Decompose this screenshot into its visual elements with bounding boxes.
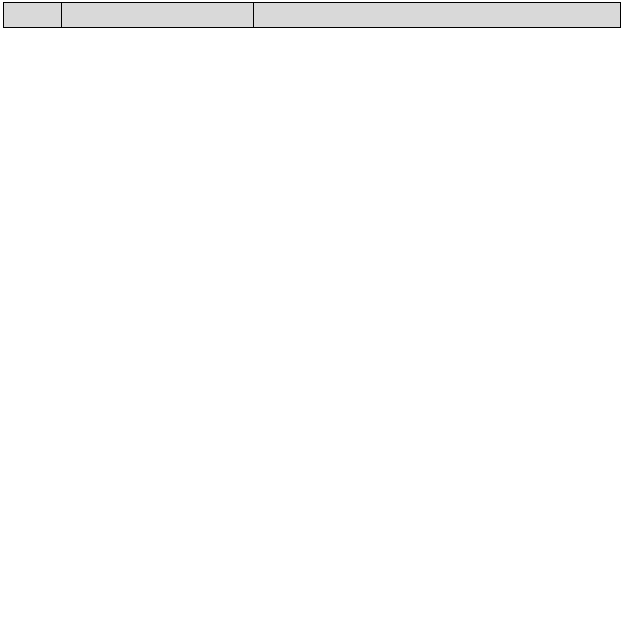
header-row <box>4 3 621 28</box>
header-cause <box>254 3 621 28</box>
header-code <box>4 3 62 28</box>
header-type <box>62 3 254 28</box>
fault-code-table <box>3 2 621 28</box>
